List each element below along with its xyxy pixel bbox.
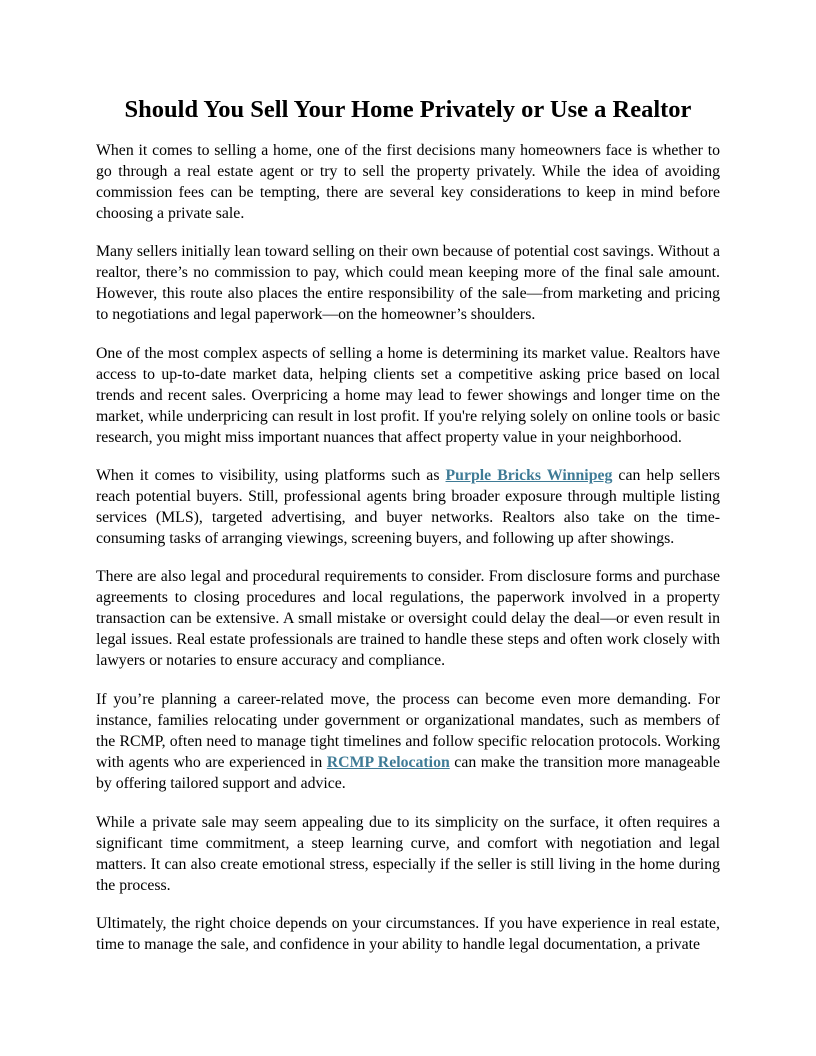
paragraph-6	[96, 689, 720, 794]
page-title: Should You Sell Your Home Privately or Use a Realtor	[124, 96, 692, 123]
paragraph-8: Ultimately, the right choice depends on your circumstances. If you have experience in real estate, time to manage the sale, and confidence in your ability to handle legal documentation, a private	[96, 915, 720, 953]
paragraph-4-text-after: can help sellers reach potential buyers. Still, professional agents bring broader exposure through multiple listing services (MLS), targeted advertising, and buyer networks. Realtors also take on the time-consuming tasks of arranging viewings, screening buyers, and following up after showings.	[96, 467, 720, 547]
paragraph-6-text-after: can make the transition more manageable by offering tailored support and advice.	[96, 754, 720, 792]
paragraph-3	[96, 343, 720, 448]
paragraph-4	[96, 465, 720, 549]
rcmp-relocation-link[interactable]: RCMP Relocation	[326, 754, 450, 771]
paragraph-2: Many sellers initially lean toward selling on their own because of potential cost savings. Without a realtor, there’s no commission to pay, which could mean keeping more of the final sale amount. However, this route also places the entire responsibility of the sale—from marketing and pricing to negotiations and legal paperwork—on the homeowner’s shoulders.	[96, 243, 720, 323]
paragraph-6-text-before: If you’re planning a career-related move, the process can become even more demanding. For instance, families relocating under government or organizational mandates, such as members of the RCMP, often need to manage tight timelines and follow specific relocation protocols. Working with agents who are experienced in	[96, 691, 720, 771]
paragraph-4-text-before: When it comes to visibility, using platforms such as	[96, 467, 446, 484]
paragraph-7: While a private sale may seem appealing due to its simplicity on the surface, it often requires a significant time commitment, a steep learning curve, and comfort with negotiation and legal matters. It can also create emotional stress, especially if the seller is still living in the home during the process.	[96, 814, 720, 894]
paragraph-3-text: One of the most complex aspects of selling a home is determining its market value. Realtors have access to up-to-date market data, helping clients set a competitive asking price based on local trends and recent sales. Overpricing a home may lead to fewer showings and longer time on the market, while underpricing can result in lost profit. If you're relying solely on online tools or basic research, you might miss important nuances that affect property value in your neighborhood.	[96, 345, 720, 446]
paragraph-5: There are also legal and procedural requirements to consider. From disclosure forms and purchase agreements to closing procedures and local regulations, the paperwork involved in a property transaction can be extensive. A small mistake or oversight could delay the deal—or even result in legal issues. Real estate professionals are trained to handle these steps and often work closely with lawyers or notaries to ensure accuracy and compliance.	[96, 568, 720, 669]
paragraph-1: When it comes to selling a home, one of the first decisions many homeowners face is whether to go through a real estate agent or try to sell the property privately. While the idea of avoiding commission fees can be tempting, there are several key considerations to keep in mind before choosing a private sale.	[96, 142, 720, 222]
purple-bricks-winnipeg-link[interactable]: Purple Bricks Winnipeg	[445, 467, 613, 484]
